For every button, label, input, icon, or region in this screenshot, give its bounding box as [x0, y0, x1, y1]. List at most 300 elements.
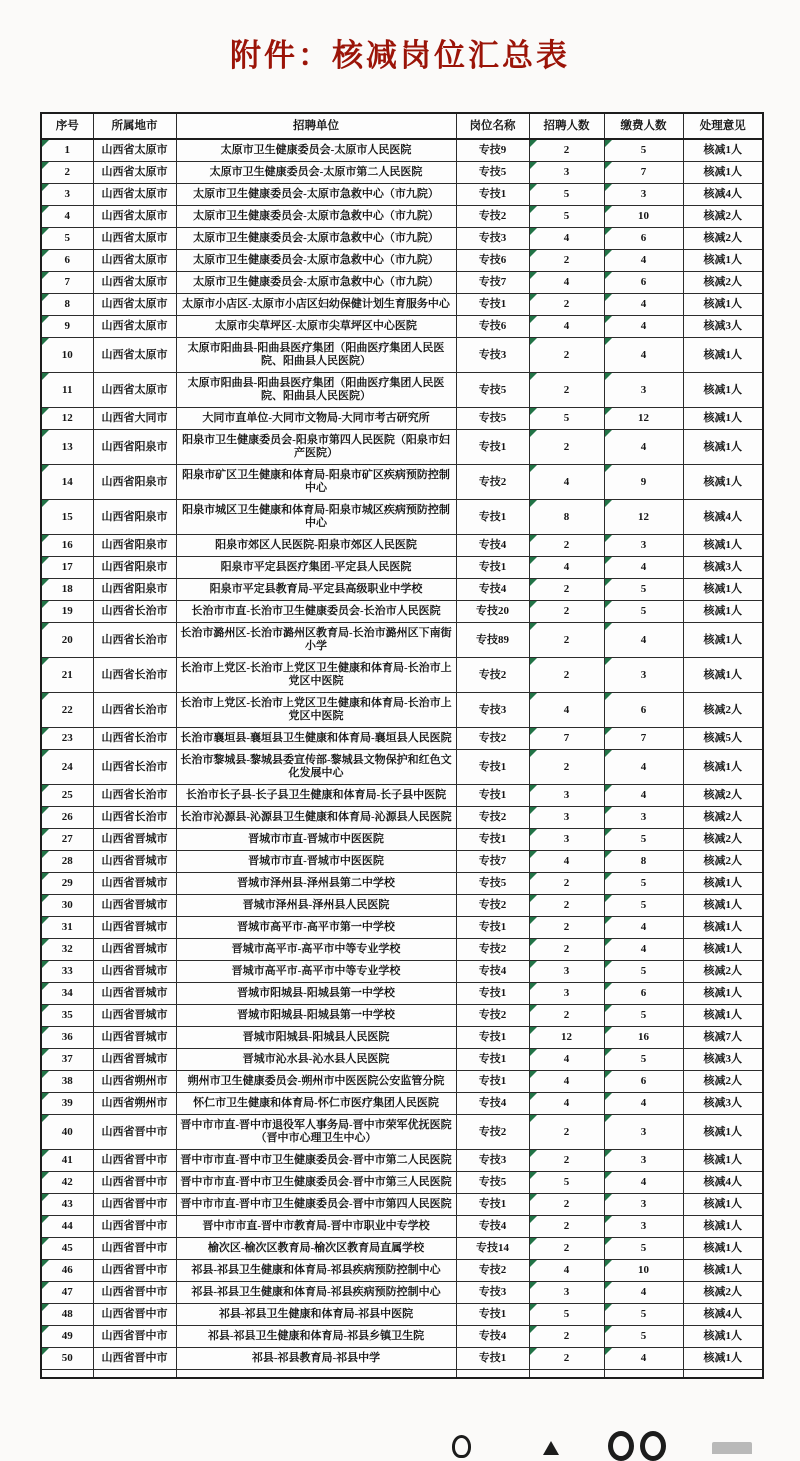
cell-city: 山西省太原市 — [93, 228, 176, 250]
cell-paid: 5 — [604, 601, 683, 623]
cell-paid: 4 — [604, 557, 683, 579]
cell-unit: 晋城市高平市-高平市中等专业学校 — [176, 961, 456, 983]
cell-paid: 4 — [604, 294, 683, 316]
cell-no: 23 — [41, 728, 93, 750]
excel-corner-marker-icon — [42, 1049, 49, 1056]
excel-corner-marker-icon — [605, 983, 612, 990]
cell-no: 11 — [41, 373, 93, 408]
cell-city: 山西省长治市 — [93, 807, 176, 829]
table-row — [41, 939, 763, 961]
cell-city: 山西省晋中市 — [93, 1194, 176, 1216]
table-row — [41, 1260, 763, 1282]
cell-post: 专技2 — [456, 1115, 529, 1150]
cell-action: 核减1人 — [683, 465, 763, 500]
excel-corner-marker-icon — [530, 140, 537, 147]
excel-corner-marker-icon — [42, 373, 49, 380]
col-header-action: 处理意见 — [683, 113, 763, 139]
cell-paid: 4 — [604, 1093, 683, 1115]
cell-paid: 6 — [604, 1071, 683, 1093]
excel-corner-marker-icon — [42, 1115, 49, 1122]
table-row — [41, 623, 763, 658]
cell-no: 45 — [41, 1238, 93, 1260]
cell-paid: 6 — [604, 228, 683, 250]
cell-recruit: 2 — [529, 535, 604, 557]
cell-post: 专技2 — [456, 465, 529, 500]
table-row — [41, 1282, 763, 1304]
cell-post: 专技5 — [456, 162, 529, 184]
excel-corner-marker-icon — [530, 658, 537, 665]
cell-post: 专技1 — [456, 1049, 529, 1071]
excel-corner-marker-icon — [605, 750, 612, 757]
cell-unit: 太原市卫生健康委员会-太原市急救中心（市九院） — [176, 228, 456, 250]
table-row — [41, 1348, 763, 1370]
cell-paid: 3 — [604, 807, 683, 829]
cell-action: 核减7人 — [683, 1027, 763, 1049]
table-row — [41, 535, 763, 557]
cell-recruit: 2 — [529, 1115, 604, 1150]
excel-corner-marker-icon — [605, 184, 612, 191]
cell-post: 专技1 — [456, 294, 529, 316]
excel-corner-marker-icon — [42, 917, 49, 924]
excel-corner-marker-icon — [42, 430, 49, 437]
summary-table — [40, 112, 764, 1379]
cell-recruit: 2 — [529, 601, 604, 623]
cutoff-artifact-ring-b — [640, 1431, 666, 1461]
cell-paid: 5 — [604, 1005, 683, 1027]
cell-no: 50 — [41, 1348, 93, 1370]
table-row — [41, 1027, 763, 1049]
excel-corner-marker-icon — [605, 1071, 612, 1078]
cell-post: 专技1 — [456, 1071, 529, 1093]
excel-corner-marker-icon — [605, 338, 612, 345]
excel-corner-marker-icon — [530, 1282, 537, 1289]
table-row — [41, 272, 763, 294]
cell-no: 22 — [41, 693, 93, 728]
cell-action: 核减1人 — [683, 895, 763, 917]
cell-city: 山西省长治市 — [93, 601, 176, 623]
cell-action: 核减1人 — [683, 1260, 763, 1282]
cell-post: 专技1 — [456, 557, 529, 579]
cell-action: 核减1人 — [683, 373, 763, 408]
cell-paid: 6 — [604, 272, 683, 294]
cell-unit: 晋中市市直-晋中市退役军人事务局-晋中市荣军优抚医院（晋中市心理卫生中心） — [176, 1115, 456, 1150]
cell-post: 专技1 — [456, 785, 529, 807]
cell-action: 核减1人 — [683, 873, 763, 895]
excel-corner-marker-icon — [530, 895, 537, 902]
table-row — [41, 1115, 763, 1150]
table-row — [41, 1216, 763, 1238]
table-row — [41, 373, 763, 408]
excel-corner-marker-icon — [530, 1172, 537, 1179]
cell-unit: 朔州市卫生健康委员会-朔州市中医医院公安监管分院 — [176, 1071, 456, 1093]
partial-cell — [604, 1370, 683, 1379]
cell-recruit: 2 — [529, 873, 604, 895]
cell-recruit: 2 — [529, 1348, 604, 1370]
cell-post: 专技1 — [456, 1194, 529, 1216]
cell-paid: 5 — [604, 829, 683, 851]
cell-paid: 5 — [604, 1304, 683, 1326]
cell-city: 山西省太原市 — [93, 184, 176, 206]
cell-no: 7 — [41, 272, 93, 294]
cell-action: 核减1人 — [683, 162, 763, 184]
cell-post: 专技4 — [456, 1326, 529, 1348]
cell-action: 核减1人 — [683, 1194, 763, 1216]
cell-paid: 5 — [604, 1049, 683, 1071]
col-header-payer-count: 缴费人数 — [604, 113, 683, 139]
cell-post: 专技1 — [456, 500, 529, 535]
cell-unit: 长治市黎城县-黎城县委宣传部-黎城县文物保护和红色文化发展中心 — [176, 750, 456, 785]
excel-corner-marker-icon — [42, 750, 49, 757]
excel-corner-marker-icon — [530, 338, 537, 345]
cell-paid: 3 — [604, 1115, 683, 1150]
cell-no: 10 — [41, 338, 93, 373]
cell-unit: 太原市卫生健康委员会-太原市急救中心（市九院） — [176, 206, 456, 228]
table-row — [41, 873, 763, 895]
excel-corner-marker-icon — [605, 408, 612, 415]
excel-corner-marker-icon — [605, 1093, 612, 1100]
partial-cell — [683, 1370, 763, 1379]
cell-unit: 祁县-祁县教育局-祁县中学 — [176, 1348, 456, 1370]
cell-action: 核减1人 — [683, 917, 763, 939]
cell-post: 专技2 — [456, 939, 529, 961]
cell-action: 核减2人 — [683, 785, 763, 807]
table-row — [41, 1194, 763, 1216]
cell-action: 核减1人 — [683, 939, 763, 961]
cell-no: 49 — [41, 1326, 93, 1348]
cell-no: 38 — [41, 1071, 93, 1093]
cell-city: 山西省太原市 — [93, 316, 176, 338]
excel-corner-marker-icon — [530, 1049, 537, 1056]
cell-unit: 怀仁市卫生健康和体育局-怀仁市医疗集团人民医院 — [176, 1093, 456, 1115]
cell-paid: 3 — [604, 1194, 683, 1216]
cell-action: 核减1人 — [683, 1216, 763, 1238]
cell-post: 专技4 — [456, 535, 529, 557]
excel-corner-marker-icon — [530, 430, 537, 437]
cell-city: 山西省晋城市 — [93, 829, 176, 851]
excel-corner-marker-icon — [605, 250, 612, 257]
cell-recruit: 3 — [529, 785, 604, 807]
cell-post: 专技1 — [456, 750, 529, 785]
cell-action: 核减2人 — [683, 851, 763, 873]
cell-unit: 晋城市沁水县-沁水县人民医院 — [176, 1049, 456, 1071]
cell-city: 山西省晋中市 — [93, 1326, 176, 1348]
cell-recruit: 2 — [529, 895, 604, 917]
cell-action: 核减1人 — [683, 1238, 763, 1260]
excel-corner-marker-icon — [42, 851, 49, 858]
excel-corner-marker-icon — [530, 294, 537, 301]
excel-corner-marker-icon — [42, 658, 49, 665]
cell-no: 18 — [41, 579, 93, 601]
excel-corner-marker-icon — [530, 728, 537, 735]
excel-corner-marker-icon — [42, 579, 49, 586]
cell-post: 专技2 — [456, 728, 529, 750]
cell-paid: 7 — [604, 162, 683, 184]
excel-corner-marker-icon — [530, 623, 537, 630]
cell-unit: 长治市襄垣县-襄垣县卫生健康和体育局-襄垣县人民医院 — [176, 728, 456, 750]
cell-no: 32 — [41, 939, 93, 961]
table-row — [41, 1071, 763, 1093]
cell-paid: 10 — [604, 206, 683, 228]
excel-corner-marker-icon — [530, 465, 537, 472]
cell-action: 核减1人 — [683, 601, 763, 623]
table-row — [41, 895, 763, 917]
excel-corner-marker-icon — [605, 961, 612, 968]
cell-recruit: 7 — [529, 728, 604, 750]
excel-corner-marker-icon — [530, 983, 537, 990]
excel-corner-marker-icon — [42, 1348, 49, 1355]
cell-city: 山西省太原市 — [93, 162, 176, 184]
excel-corner-marker-icon — [42, 1260, 49, 1267]
cell-no: 21 — [41, 658, 93, 693]
cell-unit: 晋城市市直-晋城市中医医院 — [176, 829, 456, 851]
table-row — [41, 162, 763, 184]
excel-corner-marker-icon — [42, 1093, 49, 1100]
cell-unit: 榆次区-榆次区教育局-榆次区教育局直属学校 — [176, 1238, 456, 1260]
excel-corner-marker-icon — [605, 807, 612, 814]
cell-paid: 5 — [604, 139, 683, 162]
cell-paid: 5 — [604, 1326, 683, 1348]
cell-recruit: 3 — [529, 983, 604, 1005]
cell-unit: 晋城市阳城县-阳城县第一中学校 — [176, 983, 456, 1005]
excel-corner-marker-icon — [42, 184, 49, 191]
cell-unit: 阳泉市城区卫生健康和体育局-阳泉市城区疾病预防控制中心 — [176, 500, 456, 535]
excel-corner-marker-icon — [42, 939, 49, 946]
cell-unit: 长治市潞州区-长治市潞州区教育局-长治市潞州区下南街小学 — [176, 623, 456, 658]
excel-corner-marker-icon — [530, 1093, 537, 1100]
cell-post: 专技4 — [456, 1216, 529, 1238]
table-row — [41, 1093, 763, 1115]
cell-post: 专技1 — [456, 983, 529, 1005]
table-body — [41, 139, 763, 1378]
excel-corner-marker-icon — [42, 1326, 49, 1333]
table-row — [41, 500, 763, 535]
table-row — [41, 465, 763, 500]
excel-corner-marker-icon — [42, 338, 49, 345]
col-header-city: 所属地市 — [93, 113, 176, 139]
cell-no: 9 — [41, 316, 93, 338]
table-row — [41, 601, 763, 623]
cell-unit: 长治市上党区-长治市上党区卫生健康和体育局-长治市上党区中医院 — [176, 693, 456, 728]
table-row — [41, 250, 763, 272]
cell-post: 专技3 — [456, 693, 529, 728]
cell-no: 42 — [41, 1172, 93, 1194]
col-header-unit: 招聘单位 — [176, 113, 456, 139]
excel-corner-marker-icon — [605, 623, 612, 630]
cutoff-artifact-ring-a — [608, 1431, 634, 1461]
cell-city: 山西省晋城市 — [93, 983, 176, 1005]
cell-post: 专技1 — [456, 1348, 529, 1370]
table-row — [41, 851, 763, 873]
cell-recruit: 5 — [529, 184, 604, 206]
cell-city: 山西省长治市 — [93, 658, 176, 693]
excel-corner-marker-icon — [530, 316, 537, 323]
cell-city: 山西省晋城市 — [93, 1027, 176, 1049]
cell-recruit: 4 — [529, 272, 604, 294]
excel-corner-marker-icon — [530, 272, 537, 279]
cell-city: 山西省晋城市 — [93, 1049, 176, 1071]
excel-corner-marker-icon — [605, 785, 612, 792]
cell-unit: 太原市卫生健康委员会-太原市第二人民医院 — [176, 162, 456, 184]
cell-post: 专技1 — [456, 829, 529, 851]
cell-action: 核减2人 — [683, 1071, 763, 1093]
cell-recruit: 2 — [529, 623, 604, 658]
cell-city: 山西省太原市 — [93, 294, 176, 316]
cell-recruit: 2 — [529, 430, 604, 465]
cell-recruit: 4 — [529, 693, 604, 728]
cell-no: 30 — [41, 895, 93, 917]
cell-unit: 祁县-祁县卫生健康和体育局-祁县疾病预防控制中心 — [176, 1260, 456, 1282]
excel-corner-marker-icon — [42, 228, 49, 235]
excel-corner-marker-icon — [605, 1348, 612, 1355]
excel-corner-marker-icon — [605, 1326, 612, 1333]
cell-unit: 太原市卫生健康委员会-太原市急救中心（市九院） — [176, 184, 456, 206]
cell-paid: 3 — [604, 535, 683, 557]
cell-no: 25 — [41, 785, 93, 807]
col-header-recruit-count: 招聘人数 — [529, 113, 604, 139]
cell-post: 专技4 — [456, 579, 529, 601]
cell-recruit: 2 — [529, 1238, 604, 1260]
cell-post: 专技2 — [456, 206, 529, 228]
cell-no: 19 — [41, 601, 93, 623]
cell-city: 山西省晋中市 — [93, 1150, 176, 1172]
excel-corner-marker-icon — [530, 500, 537, 507]
cell-unit: 太原市阳曲县-阳曲县医疗集团（阳曲医疗集团人民医院、阳曲县人民医院） — [176, 338, 456, 373]
excel-corner-marker-icon — [530, 1071, 537, 1078]
cell-post: 专技2 — [456, 658, 529, 693]
table-row — [41, 316, 763, 338]
excel-corner-marker-icon — [530, 1348, 537, 1355]
cell-recruit: 2 — [529, 1326, 604, 1348]
excel-corner-marker-icon — [530, 785, 537, 792]
cell-action: 核减5人 — [683, 728, 763, 750]
cell-city: 山西省阳泉市 — [93, 465, 176, 500]
cell-city: 山西省太原市 — [93, 338, 176, 373]
excel-corner-marker-icon — [530, 206, 537, 213]
excel-corner-marker-icon — [530, 601, 537, 608]
excel-corner-marker-icon — [530, 1027, 537, 1034]
excel-corner-marker-icon — [530, 1194, 537, 1201]
excel-corner-marker-icon — [42, 1172, 49, 1179]
table-row — [41, 579, 763, 601]
excel-corner-marker-icon — [605, 500, 612, 507]
cell-no: 1 — [41, 139, 93, 162]
header-row — [41, 113, 763, 139]
excel-corner-marker-icon — [605, 272, 612, 279]
cell-paid: 4 — [604, 250, 683, 272]
cell-city: 山西省阳泉市 — [93, 535, 176, 557]
cell-paid: 12 — [604, 408, 683, 430]
excel-corner-marker-icon — [605, 1150, 612, 1157]
cell-no: 4 — [41, 206, 93, 228]
cell-no: 36 — [41, 1027, 93, 1049]
cell-post: 专技5 — [456, 873, 529, 895]
cell-unit: 阳泉市矿区卫生健康和体育局-阳泉市矿区疾病预防控制中心 — [176, 465, 456, 500]
cell-paid: 5 — [604, 1238, 683, 1260]
cell-unit: 太原市卫生健康委员会-太原市急救中心（市九院） — [176, 272, 456, 294]
cell-recruit: 2 — [529, 579, 604, 601]
cell-no: 12 — [41, 408, 93, 430]
table-row — [41, 1238, 763, 1260]
cell-unit: 晋城市高平市-高平市第一中学校 — [176, 917, 456, 939]
cell-paid: 3 — [604, 1216, 683, 1238]
cell-post: 专技89 — [456, 623, 529, 658]
excel-corner-marker-icon — [605, 1172, 612, 1179]
excel-corner-marker-icon — [42, 807, 49, 814]
excel-corner-marker-icon — [605, 228, 612, 235]
excel-corner-marker-icon — [530, 408, 537, 415]
cell-post: 专技6 — [456, 316, 529, 338]
cell-no: 48 — [41, 1304, 93, 1326]
cell-paid: 4 — [604, 338, 683, 373]
page-title: 附件：核减岗位汇总表 — [230, 38, 570, 73]
cell-post: 专技5 — [456, 408, 529, 430]
cell-paid: 7 — [604, 728, 683, 750]
table-row — [41, 1005, 763, 1027]
excel-corner-marker-icon — [42, 316, 49, 323]
cell-unit: 阳泉市卫生健康委员会-阳泉市第四人民医院（阳泉市妇产医院） — [176, 430, 456, 465]
excel-corner-marker-icon — [530, 750, 537, 757]
cell-action: 核减2人 — [683, 693, 763, 728]
cell-no: 28 — [41, 851, 93, 873]
cell-no: 20 — [41, 623, 93, 658]
excel-corner-marker-icon — [605, 206, 612, 213]
cell-paid: 4 — [604, 316, 683, 338]
excel-corner-marker-icon — [42, 465, 49, 472]
cell-unit: 晋中市市直-晋中市卫生健康委员会-晋中市第四人民医院 — [176, 1194, 456, 1216]
cell-action: 核减2人 — [683, 961, 763, 983]
excel-corner-marker-icon — [605, 693, 612, 700]
cell-city: 山西省长治市 — [93, 785, 176, 807]
cell-recruit: 2 — [529, 294, 604, 316]
cell-paid: 4 — [604, 750, 683, 785]
col-header-post: 岗位名称 — [456, 113, 529, 139]
excel-corner-marker-icon — [605, 162, 612, 169]
cell-recruit: 2 — [529, 1216, 604, 1238]
excel-corner-marker-icon — [530, 373, 537, 380]
excel-corner-marker-icon — [42, 140, 49, 147]
cell-paid: 5 — [604, 873, 683, 895]
cell-paid: 3 — [604, 658, 683, 693]
cell-no: 44 — [41, 1216, 93, 1238]
table-row — [41, 917, 763, 939]
excel-corner-marker-icon — [42, 623, 49, 630]
excel-corner-marker-icon — [605, 895, 612, 902]
cell-unit: 祁县-祁县卫生健康和体育局-祁县疾病预防控制中心 — [176, 1282, 456, 1304]
cell-no: 46 — [41, 1260, 93, 1282]
excel-corner-marker-icon — [530, 557, 537, 564]
cell-action: 核减1人 — [683, 579, 763, 601]
cell-paid: 4 — [604, 785, 683, 807]
cell-city: 山西省太原市 — [93, 139, 176, 162]
cell-city: 山西省晋城市 — [93, 1005, 176, 1027]
excel-corner-marker-icon — [605, 579, 612, 586]
cell-unit: 阳泉市平定县教育局-平定县高级职业中学校 — [176, 579, 456, 601]
cell-recruit: 2 — [529, 139, 604, 162]
table-row — [41, 206, 763, 228]
cell-paid: 4 — [604, 1172, 683, 1194]
cell-paid: 16 — [604, 1027, 683, 1049]
cell-unit: 晋城市泽州县-泽州县第二中学校 — [176, 873, 456, 895]
cell-recruit: 3 — [529, 162, 604, 184]
excel-corner-marker-icon — [530, 184, 537, 191]
cell-city: 山西省朔州市 — [93, 1071, 176, 1093]
excel-corner-marker-icon — [605, 658, 612, 665]
excel-corner-marker-icon — [530, 807, 537, 814]
cell-recruit: 4 — [529, 1049, 604, 1071]
excel-corner-marker-icon — [42, 206, 49, 213]
cell-post: 专技2 — [456, 895, 529, 917]
partial-cell — [456, 1370, 529, 1379]
